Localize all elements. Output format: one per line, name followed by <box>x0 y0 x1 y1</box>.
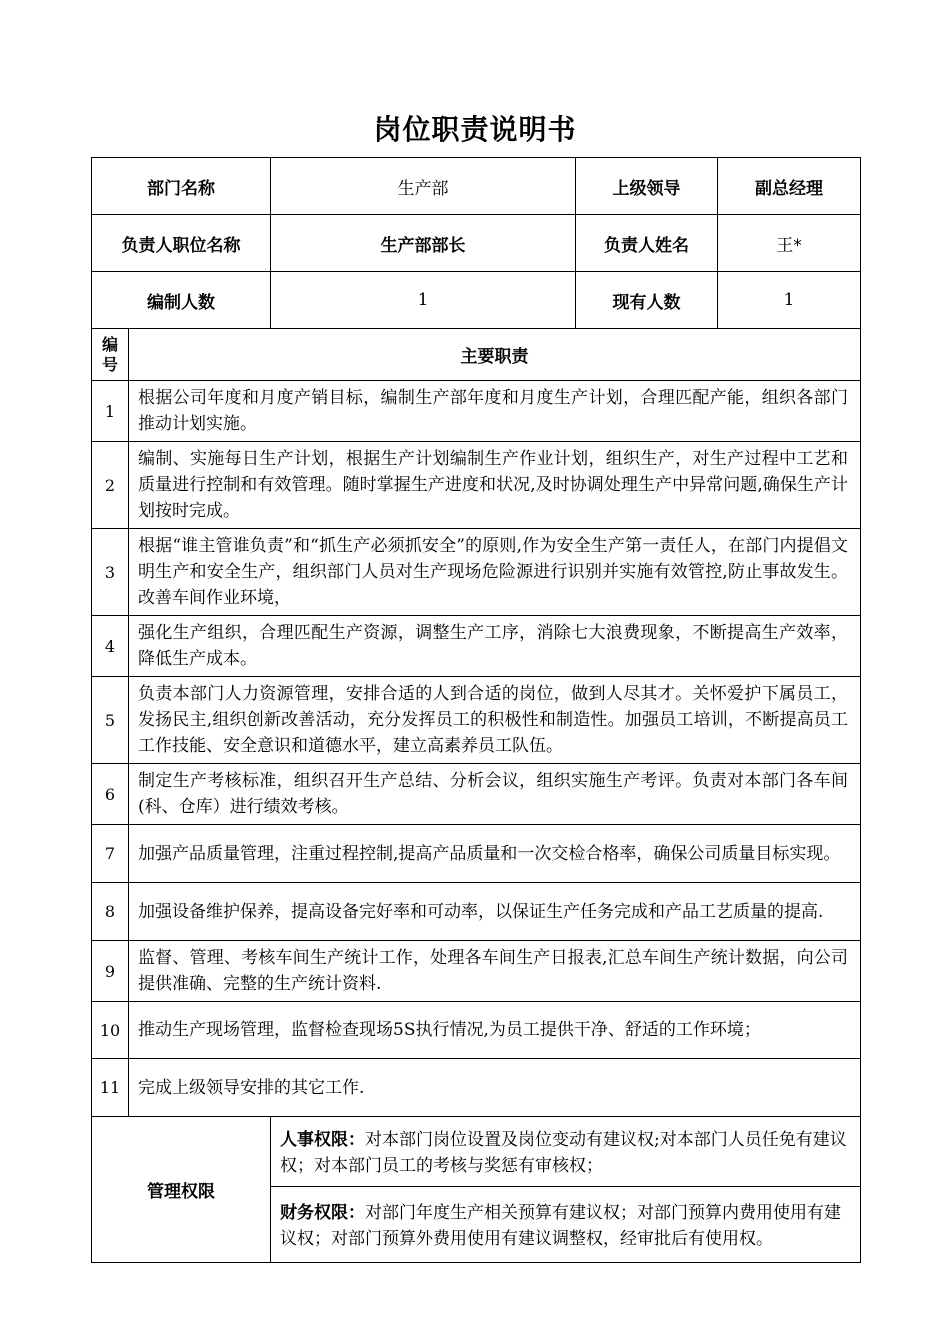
content-header: 主要职责 <box>129 329 861 381</box>
duty-row <box>92 381 861 442</box>
duty-text: 编制、实施每日生产计划，根据生产计划编制生产作业计划，组织生产，对生产过程中工艺和质量进行控制和有效管理。随时掌握生产进度和状况,及时协调处理生产中异常问题,确保生产计划按时完成。 <box>129 442 861 529</box>
personnel-authority-text: 对本部门岗位设置及岗位变动有建议权;对本部门人员任免有建议权；对本部门员工的考核与奖惩有审核权； <box>280 1129 847 1176</box>
duty-row <box>92 883 861 941</box>
duty-row <box>92 677 861 764</box>
position-label: 负责人职位名称 <box>92 215 271 272</box>
duty-text: 根据“谁主管谁负责”和“抓生产必须抓安全”的原则,作为安全生产第一责任人，在部门内提倡文明生产和安全生产，组织部门人员对生产现场危险源进行识别并实施有效管控,防止事故发生。改善车间作业环境， <box>129 529 861 616</box>
dept-value: 生产部 <box>271 158 576 215</box>
duty-text: 加强设备维护保养，提高设备完好率和可动率，以保证生产任务完成和产品工艺质量的提高. <box>129 883 861 941</box>
duty-text: 加强产品质量管理，注重过程控制,提高产品质量和一次交检合格率，确保公司质量目标实现。 <box>129 825 861 883</box>
header-row-2 <box>92 215 861 272</box>
finance-authority-title: 财务权限： <box>280 1202 365 1223</box>
current-label: 现有人数 <box>576 272 718 329</box>
duty-text: 制定生产考核标准，组织召开生产总结、分析会议，组织实施生产考评。负责对本部门各车间(科、仓库）进行绩效考核。 <box>129 764 861 825</box>
duty-number: 8 <box>92 883 129 941</box>
duty-row <box>92 941 861 1002</box>
duty-row <box>92 442 861 529</box>
dept-label: 部门名称 <box>92 158 271 215</box>
duty-text: 推动生产现场管理，监督检查现场5S执行情况,为员工提供干净、舒适的工作环境； <box>129 1002 861 1059</box>
duty-text: 监督、管理、考核车间生产统计工作，处理各车间生产日报表,汇总车间生产统计数据，向公司提供准确、完整的生产统计资料. <box>129 941 861 1002</box>
finance-authority <box>271 1187 861 1263</box>
current-value: 1 <box>718 272 861 329</box>
header-row-1 <box>92 158 861 215</box>
page-title: 岗位职责说明书 <box>373 113 577 146</box>
duty-row <box>92 1059 861 1117</box>
duty-row <box>92 825 861 883</box>
duty-number: 1 <box>92 381 129 442</box>
duty-text: 强化生产组织，合理匹配生产资源，调整生产工序，消除七大浪费现象，不断提高生产效率，降低生产成本。 <box>129 616 861 677</box>
name-label: 负责人姓名 <box>576 215 718 272</box>
authority-label: 管理权限 <box>92 1117 271 1263</box>
duty-row <box>92 616 861 677</box>
duty-row <box>92 1002 861 1059</box>
duty-number: 9 <box>92 941 129 1002</box>
personnel-authority <box>271 1117 861 1187</box>
duty-row <box>92 764 861 825</box>
duty-number: 11 <box>92 1059 129 1117</box>
personnel-authority-title: 人事权限： <box>280 1129 365 1150</box>
duty-row <box>92 529 861 616</box>
duty-number: 10 <box>92 1002 129 1059</box>
name-value: 王* <box>718 215 861 272</box>
duties-header-row <box>92 329 861 381</box>
duty-text: 负责本部门人力资源管理，安排合适的人到合适的岗位，做到人尽其才。关怀爱护下属员工，发扬民主,组织创新改善活动，充分发挥员工的积极性和制造性。加强员工培训，不断提高员工工作技能、安全意识和道德水平，建立高素养员工队伍。 <box>129 677 861 764</box>
authority-row-personnel <box>92 1117 861 1187</box>
duty-number: 5 <box>92 677 129 764</box>
duty-number: 2 <box>92 442 129 529</box>
superior-value: 副总经理 <box>718 158 861 215</box>
header-row-3 <box>92 272 861 329</box>
quota-value: 1 <box>271 272 576 329</box>
duty-text: 根据公司年度和月度产销目标，编制生产部年度和月度生产计划，合理匹配产能，组织各部门推动计划实施。 <box>129 381 861 442</box>
quota-label: 编制人数 <box>92 272 271 329</box>
superior-label: 上级领导 <box>576 158 718 215</box>
duty-number: 3 <box>92 529 129 616</box>
number-header: 编号 <box>92 329 129 381</box>
finance-authority-text: 对部门年度生产相关预算有建议权；对部门预算内费用使用有建议权；对部门预算外费用使用有建议调整权，经审批后有使用权。 <box>280 1202 841 1249</box>
duty-number: 7 <box>92 825 129 883</box>
job-description-table <box>91 157 861 1263</box>
position-value: 生产部部长 <box>271 215 576 272</box>
duty-number: 6 <box>92 764 129 825</box>
duty-text: 完成上级领导安排的其它工作. <box>129 1059 861 1117</box>
duty-number: 4 <box>92 616 129 677</box>
